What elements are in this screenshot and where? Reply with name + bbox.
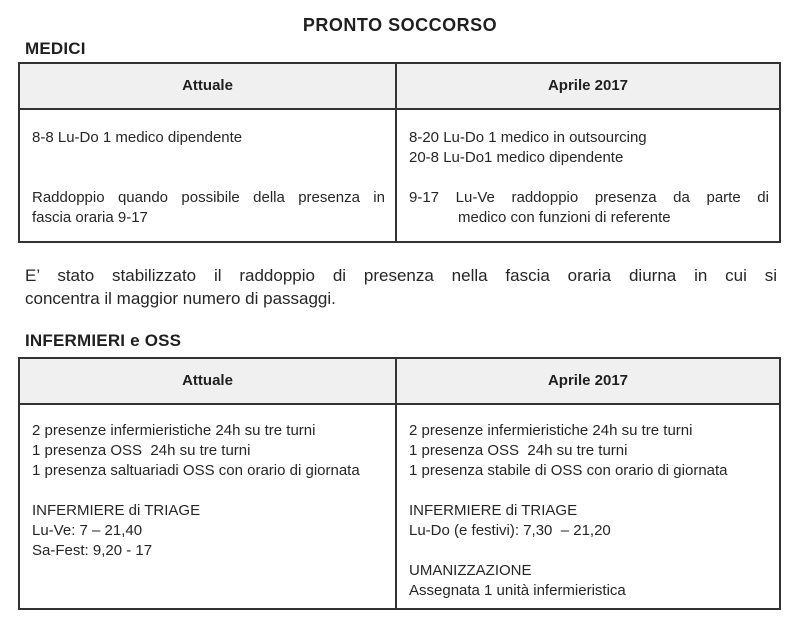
cell-line: Sa-Fest: 9,20 - 17 bbox=[32, 542, 153, 559]
medici-column-header-aprile-2017: Aprile 2017 bbox=[547, 77, 629, 94]
cell-line: INFERMIERE di TRIAGE bbox=[409, 502, 578, 519]
note-line: concentra il maggior numero di passaggi. bbox=[25, 289, 336, 308]
medici-table-body-row bbox=[20, 110, 779, 241]
note-paragraph bbox=[25, 264, 777, 310]
cell-line: medico con funzioni di referente bbox=[458, 209, 671, 226]
cell-line-blank bbox=[409, 168, 769, 188]
cell-line: 2 presenze infermieristiche 24h su tre turni bbox=[409, 422, 693, 439]
cell-line: 8-20 Lu-Do 1 medico in outsourcing bbox=[409, 129, 647, 146]
section-heading-medici: MEDICI bbox=[25, 39, 86, 58]
medici-cell-aprile-2017 bbox=[397, 110, 779, 241]
medici-column-header-attuale: Attuale bbox=[20, 64, 397, 108]
infermieri-cell-attuale bbox=[20, 405, 397, 608]
infermieri-table-header-row bbox=[20, 359, 779, 405]
medici-cell-attuale bbox=[20, 110, 397, 241]
cell-line: 20-8 Lu-Do1 medico dipendente bbox=[409, 149, 624, 166]
cell-line: Raddoppio quando possibile della presenza in bbox=[32, 189, 385, 206]
cell-line: 1 presenza stabile di OSS con orario di giornata bbox=[409, 462, 728, 479]
infermieri-table-body-row bbox=[20, 405, 779, 608]
cell-line: Lu-Ve: 7 – 21,40 bbox=[32, 522, 143, 539]
note-line: E’ stato stabilizzato il raddoppio di presenza nella fascia oraria diurna in cui si bbox=[25, 266, 777, 285]
infermieri-cell-aprile-2017 bbox=[397, 405, 779, 608]
cell-line: 1 presenza OSS 24h su tre turni bbox=[32, 442, 251, 459]
cell-line: 1 presenza saltuariadi OSS con orario di giornata bbox=[32, 462, 360, 479]
infermieri-oss-table bbox=[18, 357, 781, 610]
medici-table bbox=[18, 62, 781, 243]
cell-line: 2 presenze infermieristiche 24h su tre turni bbox=[32, 422, 316, 439]
cell-line: INFERMIERE di TRIAGE bbox=[32, 502, 201, 519]
cell-line-blank bbox=[32, 148, 385, 168]
infermieri-column-header-aprile-2017: Aprile 2017 bbox=[547, 372, 629, 389]
cell-line: fascia oraria 9-17 bbox=[32, 209, 148, 226]
cell-line: Lu-Do (e festivi): 7,30 – 21,20 bbox=[409, 522, 611, 539]
cell-line: 1 presenza OSS 24h su tre turni bbox=[409, 442, 628, 459]
cell-line-blank bbox=[32, 481, 385, 501]
cell-line: UMANIZZAZIONE bbox=[409, 562, 532, 579]
medici-table-header-row bbox=[20, 64, 779, 110]
cell-line: Assegnata 1 unità infermieristica bbox=[409, 582, 626, 599]
cell-line-blank bbox=[409, 481, 769, 501]
infermieri-column-header-attuale: Attuale bbox=[20, 359, 397, 403]
cell-line: 9-17 Lu-Ve raddoppio presenza da parte di bbox=[409, 189, 769, 206]
cell-line: 8-8 Lu-Do 1 medico dipendente bbox=[32, 129, 243, 146]
page-title: PRONTO SOCCORSO bbox=[302, 15, 498, 35]
cell-line-blank bbox=[32, 168, 385, 188]
cell-line-blank bbox=[409, 541, 769, 561]
section-heading-infermieri-oss: INFERMIERI e OSS bbox=[25, 331, 182, 350]
